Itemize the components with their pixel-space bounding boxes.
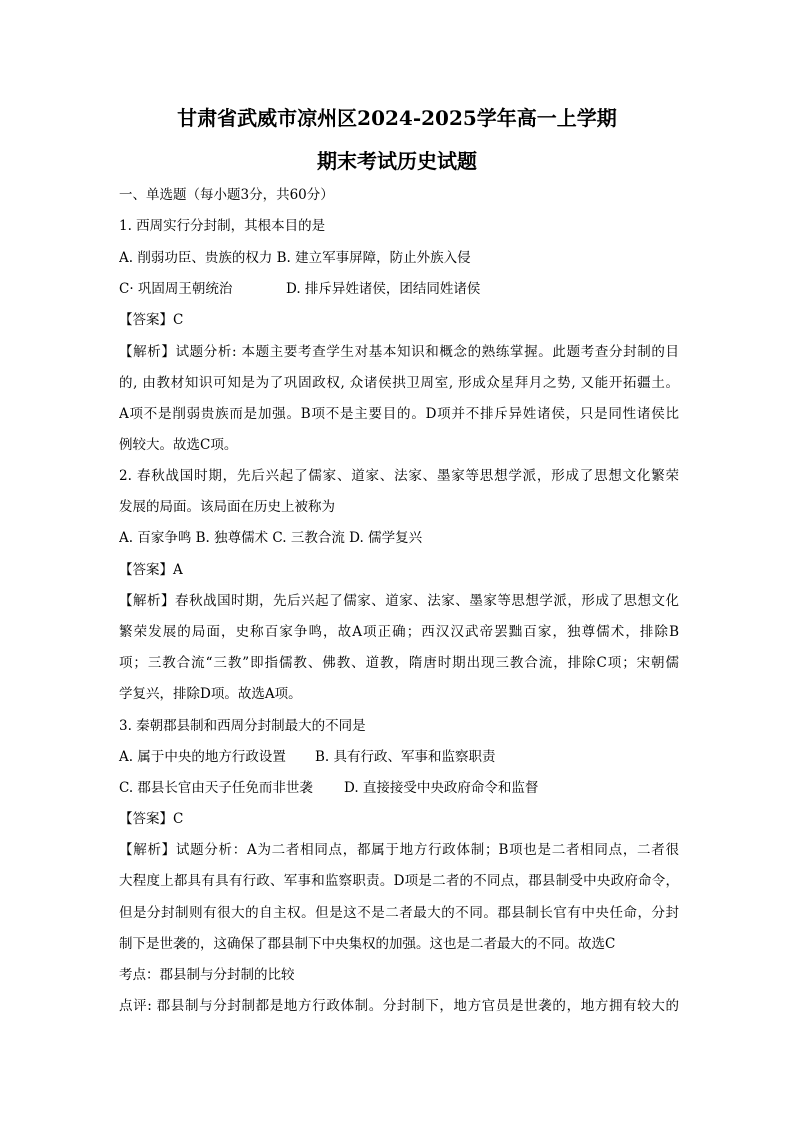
question-1-analysis-line: 例较大。故选C项。 — [119, 437, 238, 453]
question-2-stem-line: 发展的局面。该局面在历史上被称为 — [119, 499, 335, 515]
question-1-analysis-line: 【解析】试题分析: 本题主要考查学生对基本知识和概念的熟练掌握。此题考查分封制的目 — [119, 344, 679, 360]
question-3-analysis-line: 但是分封制则有很大的自主权。但是这不是二者最大的不同。郡县制长官有中央任命，分封 — [119, 905, 679, 921]
question-2-analysis-line: 【解析】春秋战国时期，先后兴起了儒家、道家、法家、墨家等思想学派，形成了思想文化 — [119, 593, 679, 609]
question-3-option-c: C. 郡县长官由天子任免而非世袭 — [119, 780, 313, 796]
question-1-option-c: C· 巩固周王朝统治 — [119, 281, 233, 297]
question-3-stem: 3. 秦朝郡县制和西周分封制最大的不同是 — [119, 718, 366, 734]
question-3-analysis-line: 制下是世袭的，这确保了郡县制下中央集权的加强。这也是二者最大的不同。故选C — [119, 936, 616, 952]
question-1-answer: 【答案】C — [119, 312, 184, 328]
question-3-kaodian: 考点：郡县制与分封制的比较 — [119, 967, 295, 983]
question-3-option-d: D. 直接接受中央政府命令和监督 — [344, 780, 539, 796]
document-title-line-1: 甘肃省武威市凉州区2024-2025学年高一上学期 — [177, 106, 617, 130]
question-3-analysis-line: 大程度上都具有具有行政、军事和监察职责。D项是二者的不同点，郡县制受中央政府命令， — [119, 873, 679, 889]
question-3-answer: 【答案】C — [119, 811, 184, 827]
question-3-option-a: A. 属于中央的地方行政设置 — [119, 749, 286, 765]
question-2-analysis-line: 繁荣发展的局面，史称百家争鸣，故A项正确；西汉汉武帝罢黜百家，独尊儒术，排除B — [119, 624, 679, 640]
question-1-analysis-line: A项不是削弱贵族而是加强。B项不是主要目的。D项并不排斥异姓诸侯，只是同性诸侯比 — [119, 406, 679, 422]
question-1-stem: 1. 西周实行分封制，其根本目的是 — [119, 218, 326, 234]
document-title-line-2: 期末考试历史试题 — [317, 149, 477, 173]
question-1-options-ab: A. 削弱功臣、贵族的权力 B. 建立军事屏障，防止外族入侵 — [119, 250, 471, 266]
question-2-analysis-line: 项；三教合流“三教”即指儒教、佛教、道教，隋唐时期出现三教合流，排除C项；宋朝儒 — [119, 655, 679, 671]
question-3-analysis-line: 【解析】试题分析：A为二者相同点，都属于地方行政体制；B项也是二者相同点，二者很 — [119, 842, 679, 858]
question-2-stem-line: 2. 春秋战国时期，先后兴起了儒家、道家、法家、墨家等思想学派，形成了思想文化繁荣 — [119, 468, 679, 484]
question-3-dianping: 点评: 郡县制与分封制都是地方行政体制。分封制下，地方官员是世袭的，地方拥有较大的 — [119, 998, 679, 1014]
question-2-options: A. 百家争鸣 B. 独尊儒术 C. 三教合流 D. 儒学复兴 — [119, 530, 423, 546]
section-heading: 一、单选题（每小题3分，共60分） — [119, 187, 334, 203]
question-3-option-b: B. 具有行政、军事和监察职责 — [315, 749, 496, 765]
question-1-option-d: D. 排斥异姓诸侯，团结同姓诸侯 — [286, 281, 481, 297]
question-2-analysis-line: 学复兴，排除D项。故选A项。 — [119, 686, 302, 702]
question-2-answer: 【答案】A — [119, 562, 183, 578]
question-1-analysis-line: 的, 由教材知识可知是为了巩固政权, 众诸侯拱卫周室, 形成众星拜月之势, 又能开拓疆土。 — [119, 375, 679, 391]
